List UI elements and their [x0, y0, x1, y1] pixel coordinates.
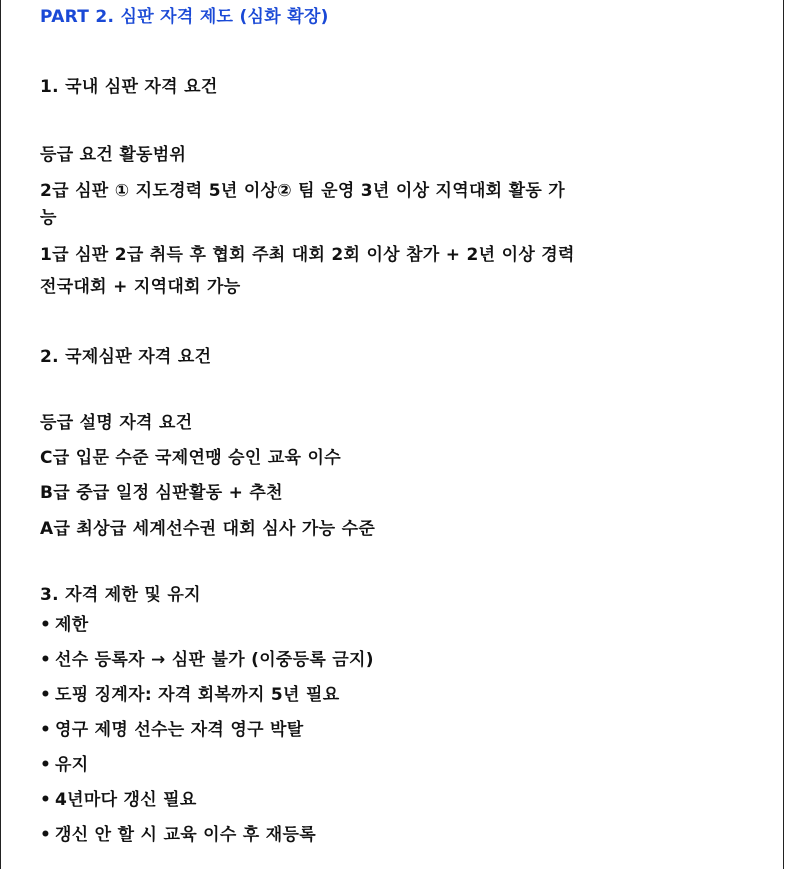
bullet-item: • 영구 제명 선수는 자격 영구 박탈 [40, 720, 303, 740]
section-2-row: A급 최상급 세계선수권 대회 심사 가능 수준 [40, 519, 376, 539]
section-2-table-header: 등급 설명 자격 요건 [40, 413, 193, 433]
bullet-item: • 갱신 안 할 시 교육 이수 후 재등록 [40, 825, 316, 845]
bullet-item: • 제한 [40, 615, 88, 635]
bullet-item: • 유지 [40, 755, 88, 775]
section-1-row-2-line-2: 전국대회 + 지역대회 가능 [40, 277, 241, 297]
section-1-row-1-line-2: 능 [40, 208, 57, 228]
bullet-item: • 선수 등록자 → 심판 불가 (이중등록 금지) [40, 650, 374, 670]
section-1-heading: 1. 국내 심판 자격 요건 [40, 77, 218, 97]
section-2-heading: 2. 국제심판 자격 요건 [40, 347, 212, 367]
section-2-row: B급 중급 일정 심판활동 + 추천 [40, 483, 283, 503]
bullet-item: • 도핑 징계자: 자격 회복까지 5년 필요 [40, 685, 339, 705]
section-2-row: C급 입문 수준 국제연맹 승인 교육 이수 [40, 448, 341, 468]
section-3-heading: 3. 자격 제한 및 유지 [40, 585, 201, 605]
section-1-row-1-line-1: 2급 심판 ① 지도경력 5년 이상② 팀 운영 3년 이상 지역대회 활동 가 [40, 181, 565, 201]
section-1-row-2-line-1: 1급 심판 2급 취득 후 협회 주최 대회 2회 이상 참가 + 2년 이상 경력 [40, 245, 575, 265]
part-title: PART 2. 심판 자격 제도 (심화 확장) [40, 7, 329, 27]
bullet-item: • 4년마다 갱신 필요 [40, 790, 197, 810]
section-1-table-header: 등급 요건 활동범위 [40, 145, 187, 165]
